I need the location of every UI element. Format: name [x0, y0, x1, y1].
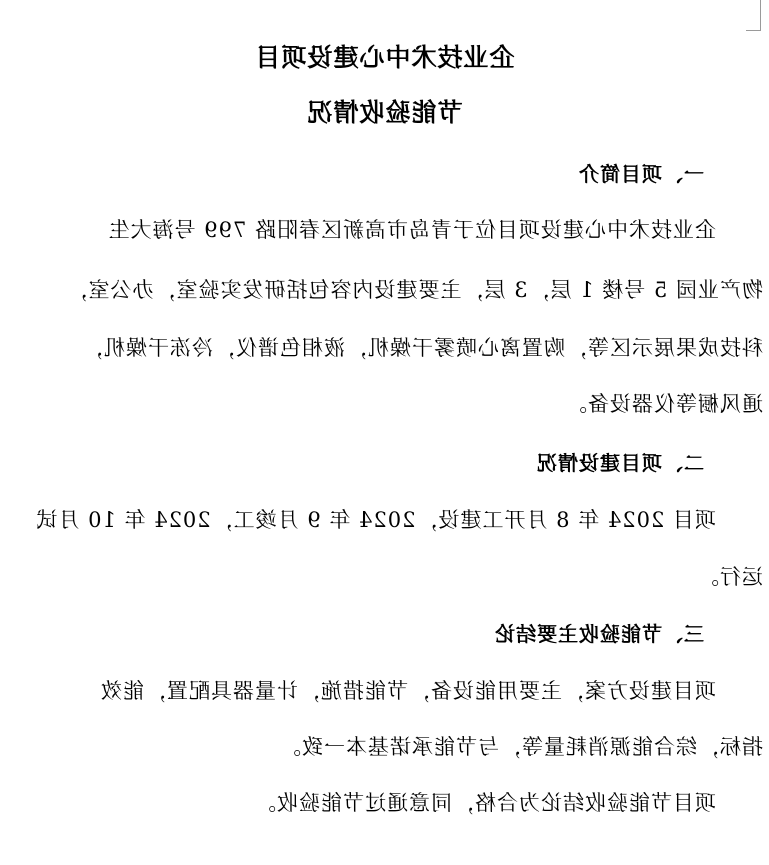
paragraph-line: 通风橱等仪器设备。	[565, 392, 763, 416]
paragraph-line: 企业技术中心建设项目位于青岛市高新区春阳路 799 号海大生	[107, 218, 716, 242]
paragraph-line: 物产业园 5 号楼 1 层，3 层，主要建设内容包括研发实验室，办公室，	[65, 278, 763, 302]
page-corner-mark	[746, 0, 761, 31]
paragraph-line: 科技成果展示区等，购置离心喷雾干燥机，液相色谱仪，冷冻干燥机，	[81, 336, 763, 360]
paragraph-line: 运行。	[697, 565, 763, 589]
paragraph-line: 项目节能验收结论为合格，同意通过节能验收。	[254, 791, 716, 815]
paragraph-line: 项目 2024 年 8 月开工建设，2024 年 9 月竣工，2024 年 10 月试	[35, 508, 716, 532]
paragraph-line: 指标，综合能源消耗量等，与节能承诺基本一致。	[279, 735, 763, 759]
section-heading-construction: 二、项目建设情况	[536, 451, 704, 475]
section-heading-project-intro: 一、项目简介	[578, 162, 704, 186]
document-subtitle: 节能验收情况	[306, 98, 463, 127]
paragraph-line: 项目建设方案，主要用能设备，节能措施，计量器具配置，能效	[100, 679, 716, 703]
document-title: 企业技术中心建设项目	[254, 43, 515, 72]
section-heading-conclusion: 三、节能验收主要结论	[494, 622, 704, 646]
